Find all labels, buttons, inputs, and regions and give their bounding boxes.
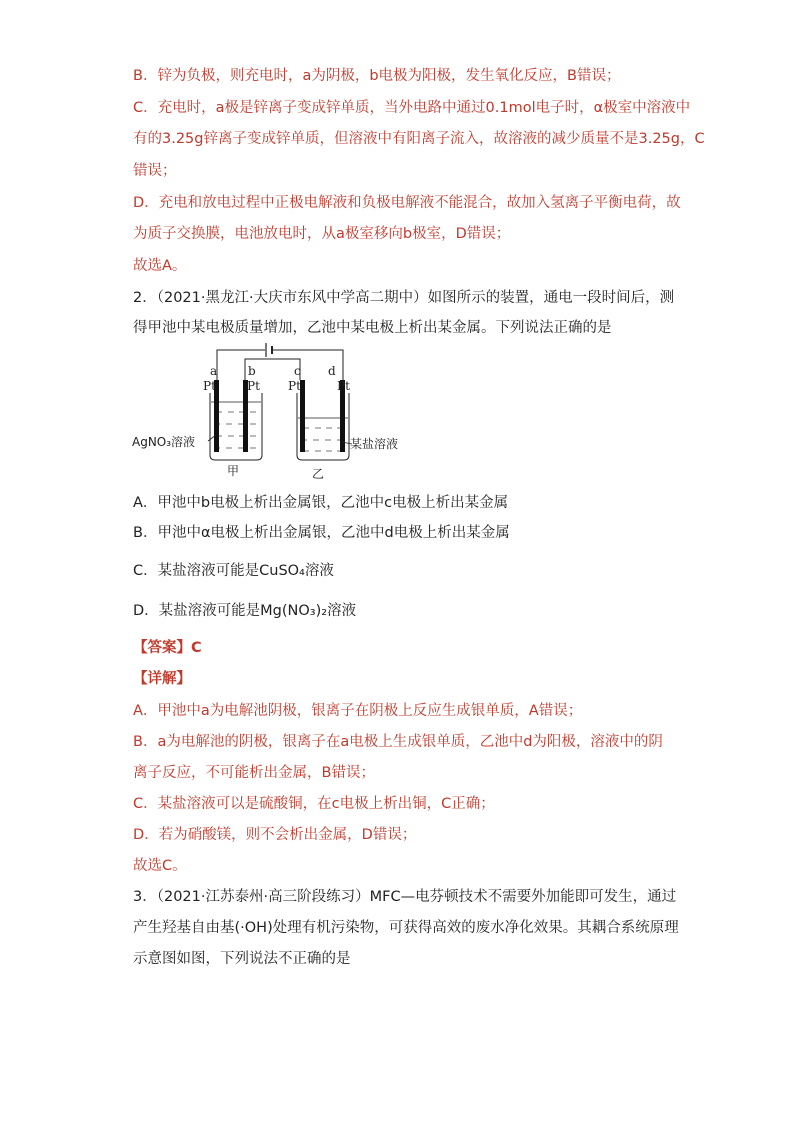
label-pt-b: Pt [247,379,260,393]
detail-title: 【详解】 [133,671,191,687]
label-left-solution: AgNO₃溶液 [132,435,196,449]
detail-line-d: D．若为硝酸镁，则不会析出金属，D错误； [133,827,417,843]
option-c: C．某盐溶液可能是CuSO₄溶液 [133,563,334,579]
detail-line-b1: B．a为电解池的阴极，银离子在a电极上生成银单质，乙池中d为阳极，溶液中的阴 [133,734,663,750]
label-pt-a: Pt [203,379,216,393]
question-3-stem-line2: 产生羟基自由基(·OH)处理有机污染物，可获得高效的废水净化效果。其耦合系统原理 [133,920,679,936]
battery-icon [266,343,272,357]
detail-line-c: C．某盐溶液可以是硫酸铜，在c电极上析出铜，C正确； [133,796,495,812]
option-b: B．甲池中α电极上析出金属银，乙池中d电极上析出某金属 [133,525,510,541]
label-right-cell: 乙 [312,467,325,481]
explanation-line-d2: 为质子交换膜，电池放电时，从a极室移向b极室，D错误； [133,226,511,242]
question-2-stem-line1: 2．（2021·黑龙江·大庆市东风中学高二期中）如图所示的装置，通电一段时间后，测 [133,290,675,306]
explanation-line-d1: D．充电和放电过程中正极电解液和负极电解液不能混合，故加入氢离子平衡电荷，故 [133,195,681,211]
option-a: A．甲池中b电极上析出金属银，乙池中c电极上析出某金属 [133,495,509,511]
label-right-solution: 某盐溶液 [350,437,399,451]
detail-line-b2: 离子反应，不可能析出金属，B错误； [133,765,375,781]
explanation-conclusion: 故选A。 [133,258,187,274]
explanation-line-c1: C．充电时，a极是锌离子变成锌单质，当外电路中通过0.1mol电子时，α极室中溶液中 [133,100,691,116]
question-3-stem-line3: 示意图如图，下列说法不正确的是 [133,951,351,967]
label-pt-c: Pt [288,379,301,393]
detail-line-a: A．甲池中a为电解池阴极，银离子在阴极上反应生成银单质，A错误； [133,703,583,719]
label-d: d [328,364,336,378]
electrolysis-diagram [130,338,420,488]
label-a: a [210,364,218,378]
explanation-line-b: B．锌为负极，则充电时，a为阴极，b电极为阳极，发生氧化反应，B错误； [133,68,621,84]
label-pt-d: Pt [337,379,350,393]
detail-conclusion: 故选C。 [133,858,187,874]
answer-label: 【答案】C [133,640,202,656]
question-2-stem-line2: 得甲池中某电极质量增加，乙池中某电极上析出某金属。下列说法正确的是 [133,320,612,336]
label-b: b [248,364,256,378]
question-3-stem-line1: 3．（2021·江苏泰州·高三阶段练习）MFC—电芬顿技术不需要外加能即可发生，通过 [133,889,677,905]
explanation-line-c3: 错误； [133,163,177,179]
label-left-cell: 甲 [227,464,240,478]
explanation-line-c2: 有的3.25g锌离子变成锌单质，但溶液中有阳离子流入，故溶液的减少质量不是3.25g，C [133,131,705,147]
label-c: c [294,364,301,378]
option-d: D．某盐溶液可能是Mg(NO₃)₂溶液 [133,603,357,619]
